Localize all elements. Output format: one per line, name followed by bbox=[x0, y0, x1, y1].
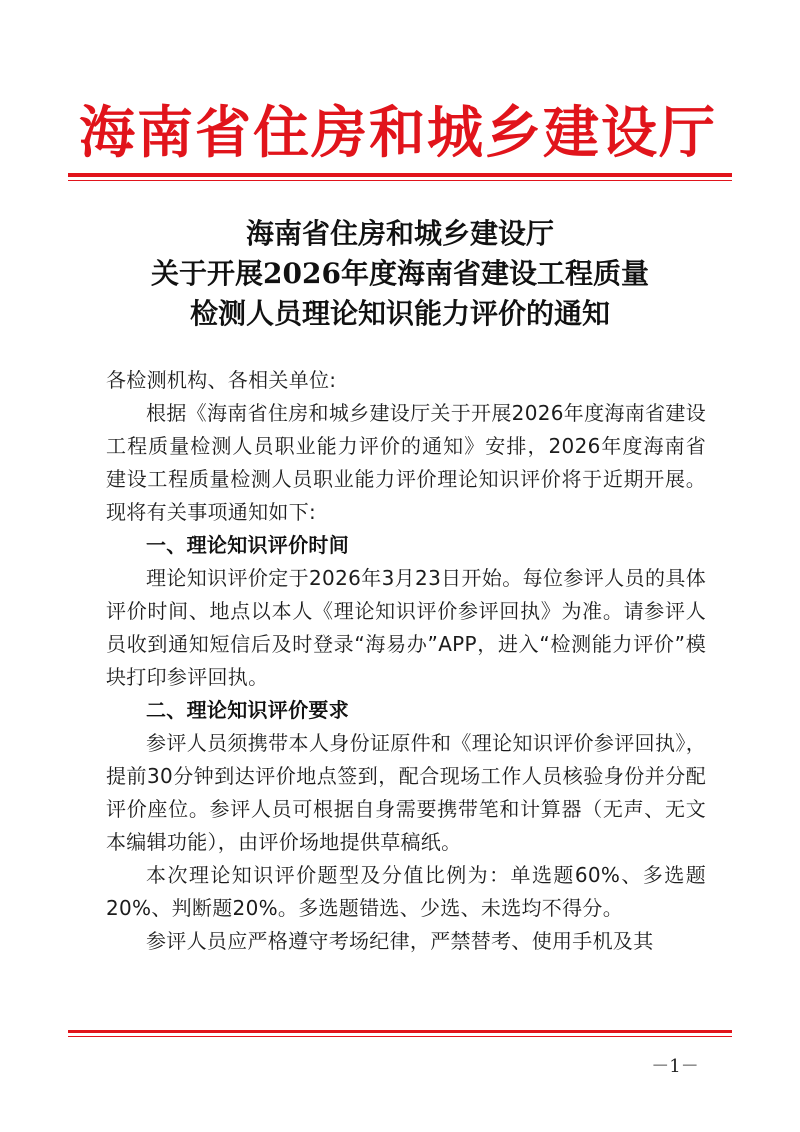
masthead-rule-thin bbox=[68, 180, 732, 181]
section-2-heading: 二、理论知识评价要求 bbox=[146, 698, 349, 722]
page-number: －1－ bbox=[651, 1056, 699, 1077]
section-2-paragraph-1: 参评人员须携带本人身份证原件和《理论知识评价参评回执》，提前30分钟到达评价地点签到，配合现场工作人员核验身份并分配评价座位。参评人员可根据自身需要携带笔和计算器（无声、无文本编辑功能），由评价场地提供草稿纸。 bbox=[106, 731, 706, 854]
intro-paragraph: 根据《海南省住房和城乡建设厅关于开展2026年度海南省建设工程质量检测人员职业能力评价的通知》安排，2026年度海南省建设工程质量检测人员职业能力评价理论知识评价将于近期开展。现将有关事项通知如下: bbox=[106, 401, 706, 524]
document-body bbox=[106, 364, 706, 958]
footer-rule-thick bbox=[68, 1030, 732, 1033]
section-2-paragraph-3: 参评人员应严格遵守考场纪律，严禁替考、使用手机及其 bbox=[146, 929, 654, 953]
title-line-2: 关于开展2026年度海南省建设工程质量 bbox=[151, 257, 649, 290]
footer-rule-thin bbox=[68, 1036, 732, 1037]
section-2-paragraph-2: 本次理论知识评价题型及分值比例为：单选题60%、多选题20%、判断题20%。多选题错选、少选、未选均不得分。 bbox=[106, 863, 706, 920]
title-line-1: 海南省住房和城乡建设厅 bbox=[245, 217, 554, 250]
salutation: 各检测机构、各相关单位: bbox=[106, 368, 337, 392]
section-1-paragraph: 理论知识评价定于2026年3月23日开始。每位参评人员的具体评价时间、地点以本人《理论知识评价参评回执》为准。请参评人员收到通知短信后及时登录“海易办”APP，进入“检测能力评价”模块打印参评回执。 bbox=[106, 566, 706, 689]
section-1-heading: 一、理论知识评价时间 bbox=[146, 533, 349, 557]
document-title bbox=[68, 214, 732, 334]
masthead-rule-thick bbox=[68, 173, 732, 177]
title-line-3: 检测人员理论知识能力评价的通知 bbox=[189, 297, 610, 330]
masthead-org-name: 海南省住房和城乡建设厅 bbox=[79, 100, 717, 166]
